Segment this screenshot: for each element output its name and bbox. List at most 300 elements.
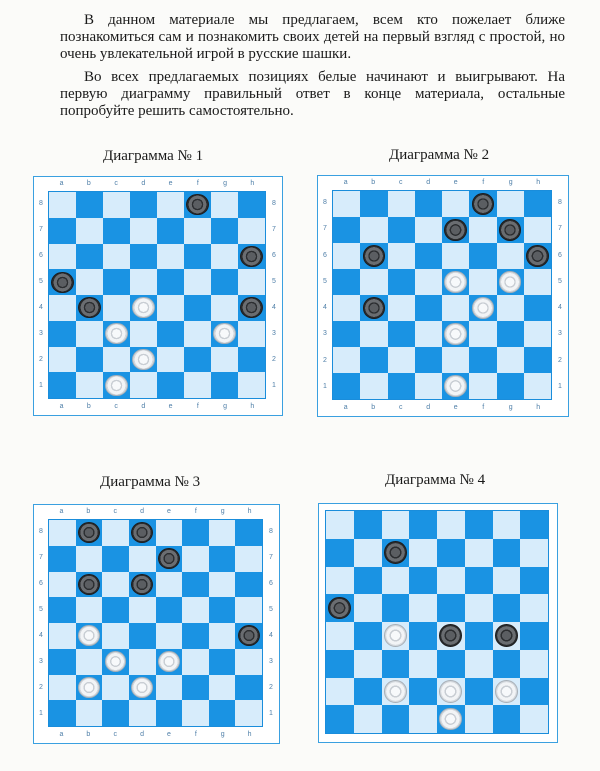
square-f7	[182, 546, 209, 572]
square-a8	[49, 192, 76, 218]
square-h7	[524, 217, 551, 243]
square-c7	[388, 217, 415, 243]
square-a4	[326, 622, 354, 650]
square-a3	[49, 321, 76, 347]
file-label: h	[536, 404, 541, 411]
square-f3	[465, 650, 493, 678]
file-label: a	[343, 179, 348, 186]
square-g4	[209, 623, 236, 649]
white-checker-g2	[495, 680, 518, 703]
square-a7	[49, 218, 76, 244]
file-label: d	[426, 404, 431, 411]
square-b4	[360, 295, 387, 321]
checkers-board-1	[33, 176, 283, 416]
square-h2	[238, 347, 265, 373]
square-b3	[360, 321, 387, 347]
black-checker-b8	[78, 522, 100, 543]
rank-label: 8	[323, 199, 327, 207]
rank-label: 1	[39, 382, 43, 389]
black-checker-b6	[363, 245, 385, 266]
square-d7	[129, 546, 156, 572]
square-h3	[524, 321, 551, 347]
square-h5	[238, 269, 265, 295]
square-e8	[156, 520, 183, 546]
file-label: a	[59, 731, 64, 738]
file-label: c	[113, 508, 117, 515]
square-a8	[333, 191, 360, 217]
square-d6	[130, 244, 157, 270]
square-b2	[76, 347, 103, 373]
square-d7	[409, 539, 437, 567]
square-d2	[415, 347, 442, 373]
square-b7	[360, 217, 387, 243]
square-e4	[437, 622, 465, 650]
intro-text	[60, 12, 565, 126]
file-label: a	[59, 180, 64, 187]
diagram-title-3: Диаграмма № 3	[100, 474, 201, 490]
square-a5	[49, 269, 76, 295]
square-d6	[129, 572, 156, 598]
square-f6	[184, 244, 211, 270]
square-e6	[442, 243, 469, 269]
rank-label: 4	[272, 304, 276, 311]
file-label: a	[59, 403, 64, 410]
square-e2	[437, 678, 465, 706]
rank-label: 8	[39, 200, 43, 207]
square-f7	[465, 539, 493, 567]
rank-label: 4	[558, 304, 562, 312]
square-b2	[76, 675, 103, 701]
file-label: h	[247, 731, 252, 738]
white-checker-g5	[499, 271, 521, 292]
square-c5	[388, 269, 415, 295]
square-c4	[388, 295, 415, 321]
square-e1	[442, 373, 469, 399]
square-d7	[130, 218, 157, 244]
square-d2	[129, 675, 156, 701]
square-d3	[130, 321, 157, 347]
black-checker-e4	[439, 624, 462, 647]
square-d6	[409, 567, 437, 595]
rank-label: 7	[269, 554, 273, 561]
square-f3	[469, 321, 496, 347]
square-d7	[415, 217, 442, 243]
rank-label: 7	[39, 226, 43, 233]
square-f6	[469, 243, 496, 269]
rank-label: 8	[39, 528, 43, 535]
rank-label: 3	[558, 330, 562, 338]
square-e1	[156, 700, 183, 726]
white-checker-e5	[444, 271, 466, 292]
square-f4	[184, 295, 211, 321]
square-e8	[442, 191, 469, 217]
file-label: d	[140, 731, 145, 738]
checkers-board-2	[317, 175, 569, 417]
rank-label: 1	[39, 710, 43, 717]
white-checker-c3	[105, 651, 127, 672]
square-h8	[238, 192, 265, 218]
square-c8	[388, 191, 415, 217]
black-checker-c7	[384, 541, 407, 564]
square-f6	[465, 567, 493, 595]
file-label: a	[343, 404, 348, 411]
file-label: c	[114, 180, 118, 187]
square-g6	[493, 567, 521, 595]
square-b3	[76, 649, 103, 675]
rank-label: 8	[269, 528, 273, 535]
black-checker-e7	[158, 548, 180, 569]
black-checker-g4	[495, 624, 518, 647]
square-g3	[497, 321, 524, 347]
square-g5	[209, 597, 236, 623]
square-e7	[157, 218, 184, 244]
square-d5	[130, 269, 157, 295]
square-a2	[49, 675, 76, 701]
square-b3	[76, 321, 103, 347]
square-g8	[211, 192, 238, 218]
square-d3	[409, 650, 437, 678]
square-a8	[326, 511, 354, 539]
file-label: d	[141, 403, 146, 410]
rank-label: 5	[323, 277, 327, 285]
square-e7	[156, 546, 183, 572]
square-c3	[388, 321, 415, 347]
square-b8	[360, 191, 387, 217]
square-d8	[415, 191, 442, 217]
square-c3	[103, 321, 130, 347]
rank-label: 2	[323, 356, 327, 364]
square-a2	[49, 347, 76, 373]
file-label: h	[250, 403, 255, 410]
file-label: g	[223, 180, 228, 187]
square-d1	[409, 705, 437, 733]
file-label: d	[426, 179, 431, 186]
file-label: g	[223, 403, 228, 410]
square-e8	[157, 192, 184, 218]
file-label: g	[220, 508, 225, 515]
square-g1	[211, 372, 238, 398]
square-a4	[333, 295, 360, 321]
square-b5	[354, 594, 382, 622]
square-h4	[235, 623, 262, 649]
square-g6	[211, 244, 238, 270]
square-h7	[520, 539, 548, 567]
square-f2	[184, 347, 211, 373]
square-h7	[238, 218, 265, 244]
rank-label: 2	[39, 684, 43, 691]
black-checker-g7	[499, 219, 521, 240]
square-g5	[211, 269, 238, 295]
square-h6	[524, 243, 551, 269]
square-h2	[235, 675, 262, 701]
square-h4	[520, 622, 548, 650]
white-checker-b2	[78, 677, 100, 698]
square-d4	[415, 295, 442, 321]
white-checker-g3	[213, 323, 235, 344]
rank-label: 5	[272, 278, 276, 285]
white-checker-e3	[444, 323, 466, 344]
white-checker-e2	[439, 680, 462, 703]
rank-label: 4	[269, 632, 273, 639]
rank-label: 3	[39, 330, 43, 337]
square-c5	[103, 269, 130, 295]
rank-label: 5	[269, 606, 273, 613]
file-label: a	[59, 508, 64, 515]
square-b5	[76, 269, 103, 295]
square-b2	[360, 347, 387, 373]
square-a7	[333, 217, 360, 243]
file-label: e	[168, 180, 173, 187]
white-checker-d4	[132, 297, 154, 318]
intro-paragraph-2: Во всех предлагаемых позициях белые начинают и выигрывают. На первую диаграмму правильный ответ в конце материала, остальные попробуйте решить самостоятельно.	[60, 69, 565, 119]
square-b1	[76, 372, 103, 398]
square-b5	[76, 597, 103, 623]
checkers-board-3	[33, 504, 280, 744]
square-h1	[238, 372, 265, 398]
black-checker-h6	[526, 245, 548, 266]
square-f7	[469, 217, 496, 243]
square-c8	[103, 192, 130, 218]
file-label: e	[166, 731, 171, 738]
square-f1	[182, 700, 209, 726]
square-f1	[469, 373, 496, 399]
rank-label: 3	[39, 658, 43, 665]
rank-label: 5	[558, 277, 562, 285]
square-e5	[156, 597, 183, 623]
square-d4	[409, 622, 437, 650]
square-e6	[157, 244, 184, 270]
rank-label: 7	[558, 225, 562, 233]
square-g8	[497, 191, 524, 217]
white-checker-e3	[158, 651, 180, 672]
board-grid	[332, 190, 552, 400]
square-c6	[102, 572, 129, 598]
square-e4	[156, 623, 183, 649]
square-a2	[326, 678, 354, 706]
square-a4	[49, 623, 76, 649]
square-g1	[497, 373, 524, 399]
rank-label: 2	[272, 356, 276, 363]
file-label: b	[371, 404, 376, 411]
square-b5	[360, 269, 387, 295]
square-e3	[437, 650, 465, 678]
square-c2	[382, 678, 410, 706]
square-d8	[409, 511, 437, 539]
black-checker-d8	[131, 522, 153, 543]
square-d5	[409, 594, 437, 622]
square-g8	[493, 511, 521, 539]
square-c2	[388, 347, 415, 373]
square-b7	[76, 546, 103, 572]
square-b1	[76, 700, 103, 726]
square-h2	[520, 678, 548, 706]
square-a5	[333, 269, 360, 295]
square-g3	[209, 649, 236, 675]
square-a3	[326, 650, 354, 678]
square-d8	[130, 192, 157, 218]
file-label: d	[140, 508, 145, 515]
rank-label: 4	[39, 304, 43, 311]
diagram-title-4: Диаграмма № 4	[385, 472, 486, 488]
square-b6	[76, 572, 103, 598]
square-a3	[333, 321, 360, 347]
square-g3	[493, 650, 521, 678]
square-f6	[182, 572, 209, 598]
square-c8	[102, 520, 129, 546]
square-b2	[354, 678, 382, 706]
square-h3	[238, 321, 265, 347]
square-f4	[182, 623, 209, 649]
rank-label: 6	[39, 580, 43, 587]
diagram-title-2: Диаграмма № 2	[389, 147, 490, 163]
square-e3	[442, 321, 469, 347]
square-e6	[437, 567, 465, 595]
square-f1	[465, 705, 493, 733]
file-label: h	[250, 180, 255, 187]
white-checker-b4	[78, 625, 100, 646]
white-checker-d2	[131, 677, 153, 698]
file-label: c	[114, 403, 118, 410]
file-label: h	[247, 508, 252, 515]
black-checker-a5	[51, 272, 73, 293]
square-a5	[49, 597, 76, 623]
board-grid	[48, 191, 266, 399]
file-label: f	[482, 179, 485, 186]
square-f8	[465, 511, 493, 539]
square-g2	[497, 347, 524, 373]
black-checker-f8	[186, 194, 208, 215]
white-checker-e1	[444, 375, 466, 396]
black-checker-h4	[238, 625, 260, 646]
square-b3	[354, 650, 382, 678]
square-h6	[520, 567, 548, 595]
black-checker-f8	[472, 193, 494, 214]
square-f5	[469, 269, 496, 295]
rank-label: 7	[272, 226, 276, 233]
square-d2	[409, 678, 437, 706]
square-b7	[354, 539, 382, 567]
white-checker-c3	[105, 323, 127, 344]
square-d6	[415, 243, 442, 269]
square-b6	[354, 567, 382, 595]
rank-label: 1	[269, 710, 273, 717]
square-d5	[129, 597, 156, 623]
board-grid	[325, 510, 549, 734]
square-f5	[182, 597, 209, 623]
file-label: c	[113, 731, 117, 738]
file-label: g	[508, 404, 513, 411]
file-label: b	[86, 403, 91, 410]
file-label: b	[86, 180, 91, 187]
black-checker-b6	[78, 574, 100, 595]
file-label: b	[86, 508, 91, 515]
rank-label: 6	[272, 252, 276, 259]
square-c1	[382, 705, 410, 733]
square-e1	[437, 705, 465, 733]
square-a1	[333, 373, 360, 399]
square-a4	[49, 295, 76, 321]
rank-label: 7	[323, 225, 327, 233]
file-label: g	[508, 179, 513, 186]
square-h1	[524, 373, 551, 399]
rank-label: 6	[269, 580, 273, 587]
square-b7	[76, 218, 103, 244]
square-g4	[493, 622, 521, 650]
file-label: b	[86, 731, 91, 738]
rank-label: 1	[323, 382, 327, 390]
square-d1	[415, 373, 442, 399]
square-e8	[437, 511, 465, 539]
white-checker-e1	[439, 708, 462, 731]
square-b8	[354, 511, 382, 539]
square-e5	[442, 269, 469, 295]
square-c1	[388, 373, 415, 399]
black-checker-d6	[131, 574, 153, 595]
board-grid	[48, 519, 263, 727]
square-c6	[103, 244, 130, 270]
rank-label: 5	[39, 278, 43, 285]
intro-paragraph-1: В данном материале мы предлагаем, всем кто пожелает ближе познакомиться сам и познакомить своих детей на первый взгляд с простой, но очень увлекательной игрой в русские шашки.	[60, 12, 565, 62]
square-h5	[524, 269, 551, 295]
rank-label: 7	[39, 554, 43, 561]
square-b4	[76, 623, 103, 649]
square-c2	[102, 675, 129, 701]
square-e2	[156, 675, 183, 701]
file-label: f	[482, 404, 485, 411]
square-h1	[235, 700, 262, 726]
square-h4	[524, 295, 551, 321]
square-a6	[49, 572, 76, 598]
square-e6	[156, 572, 183, 598]
square-g2	[209, 675, 236, 701]
square-g1	[493, 705, 521, 733]
white-checker-f4	[472, 297, 494, 318]
square-a6	[333, 243, 360, 269]
square-h1	[520, 705, 548, 733]
square-g4	[497, 295, 524, 321]
black-checker-e7	[444, 219, 466, 240]
file-label: f	[194, 508, 197, 515]
black-checker-h4	[240, 297, 262, 318]
file-label: b	[371, 179, 376, 186]
square-d3	[415, 321, 442, 347]
square-h5	[235, 597, 262, 623]
square-d1	[130, 372, 157, 398]
square-d4	[129, 623, 156, 649]
square-f8	[184, 192, 211, 218]
square-c7	[102, 546, 129, 572]
square-g7	[493, 539, 521, 567]
square-f8	[182, 520, 209, 546]
square-a8	[49, 520, 76, 546]
file-label: e	[453, 179, 458, 186]
square-b8	[76, 520, 103, 546]
square-a5	[326, 594, 354, 622]
black-checker-b4	[363, 297, 385, 318]
square-e5	[157, 269, 184, 295]
square-e7	[442, 217, 469, 243]
file-label: h	[536, 179, 541, 186]
square-a1	[49, 372, 76, 398]
square-g4	[211, 295, 238, 321]
square-h8	[520, 511, 548, 539]
square-d2	[130, 347, 157, 373]
square-g6	[497, 243, 524, 269]
square-c1	[102, 700, 129, 726]
rank-label: 1	[558, 382, 562, 390]
square-e3	[157, 321, 184, 347]
square-b4	[354, 622, 382, 650]
